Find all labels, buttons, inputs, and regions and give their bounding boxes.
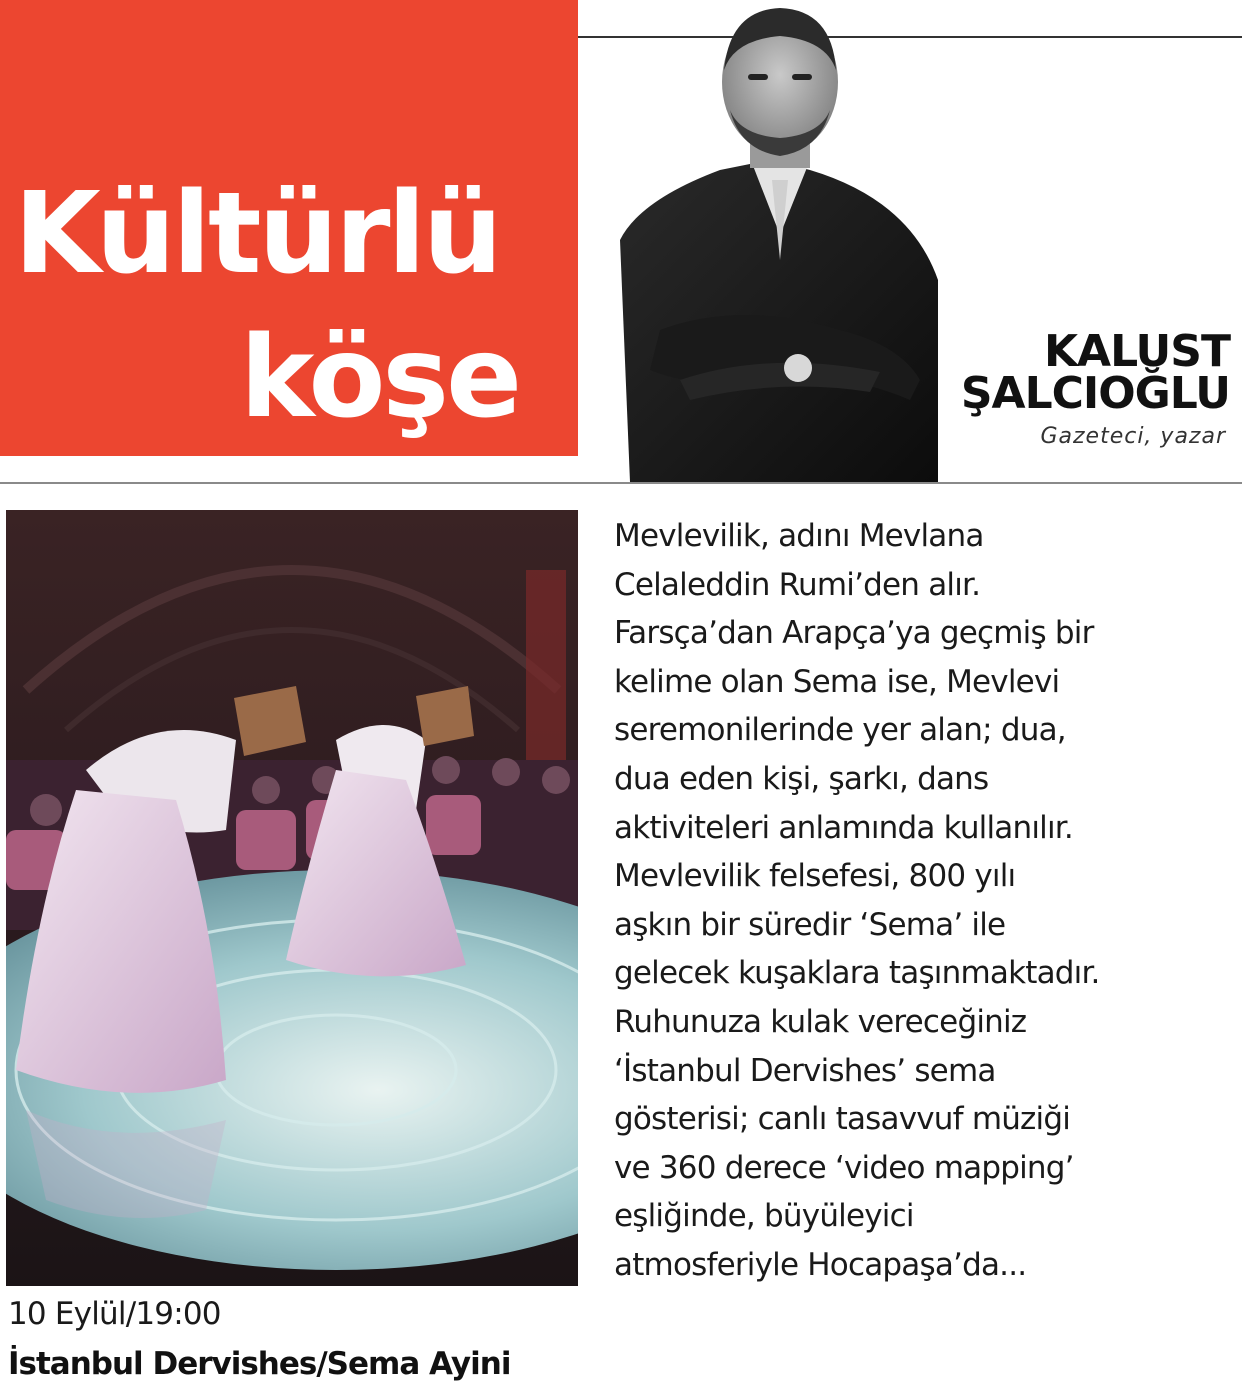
article-line: Mevlevilik felsefesi, 800 yılı	[614, 858, 1016, 895]
article-line: gelecek kuşaklara taşınmaktadır.	[614, 955, 1100, 992]
article-line: aşkın bir süredir ‘Sema’ ile	[614, 906, 1006, 943]
article-line: dua eden kişi, şarkı, dans	[614, 760, 989, 797]
event-date-time: 10 Eylül/19:00	[8, 1296, 221, 1332]
article-line: Farsça’dan Arapça’ya geçmiş bir	[614, 615, 1094, 652]
author-first-name: KALUST	[1043, 326, 1230, 377]
article-line: kelime olan Sema ise, Mevlevi	[614, 663, 1060, 700]
article-line: ‘İstanbul Dervishes’ sema	[614, 1052, 996, 1089]
article-line: seremonilerinde yer alan; dua,	[614, 712, 1066, 749]
article-line: atmosferiyle Hocapaşa’da...	[614, 1246, 1027, 1283]
article-line: gösterisi; canlı tasavvuf müziği	[614, 1101, 1071, 1138]
column-header-block	[0, 0, 578, 456]
author-last-name: ŞALCIOĞLU	[960, 368, 1230, 419]
author-role: Gazeteci, yazar	[1040, 424, 1226, 449]
column-title-line-1: Kültürlü	[14, 169, 500, 299]
article-line: Ruhunuza kulak vereceğiniz	[614, 1003, 1027, 1040]
section-rule-divider	[0, 482, 1242, 484]
author-portrait	[620, 0, 940, 482]
article-line: ve 360 derece ‘video mapping’	[614, 1149, 1074, 1186]
article-line: Mevlevilik, adını Mevlana	[614, 518, 984, 554]
article-line: aktiviteleri anlamında kullanılır.	[614, 809, 1073, 846]
event-title: İstanbul Dervishes/Sema Ayini	[8, 1346, 511, 1382]
article-line: eşliğinde, büyüleyici	[614, 1198, 914, 1235]
dervish-performance-photo	[6, 510, 578, 1286]
article-body	[614, 512, 1234, 1290]
article-line: Celaleddin Rumi’den alır.	[614, 566, 981, 603]
column-title-line-2: köşe	[240, 313, 520, 443]
